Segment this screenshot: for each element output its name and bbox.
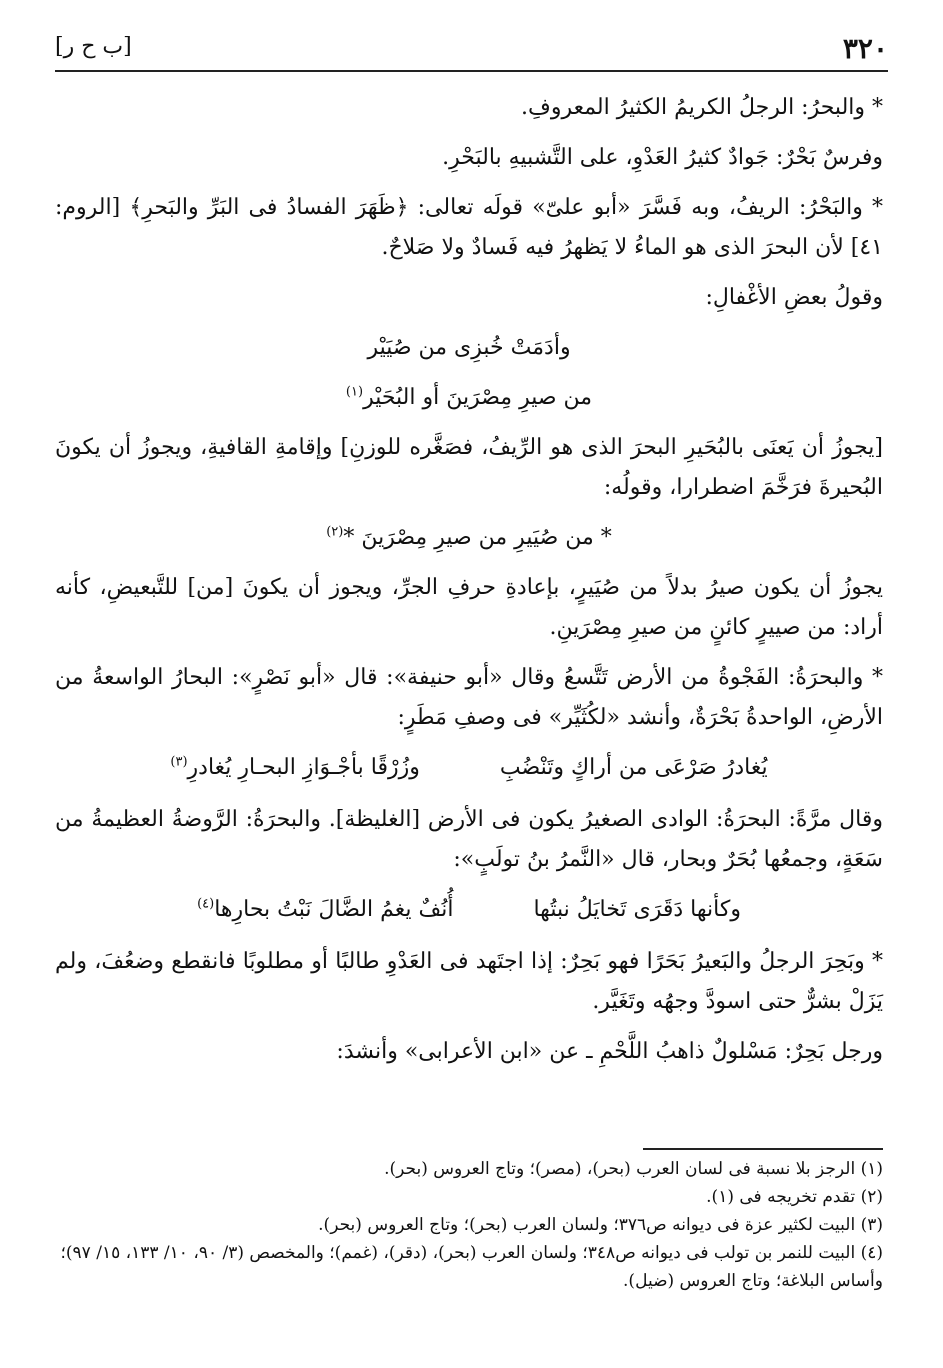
footnote: (٢) تقدم تخريجه فى (١). [706,1187,883,1207]
paragraph: ورجل بَحِرٌ: مَسْلولٌ ذاهبُ اللَّحْمِ ـ عن «ابن الأعرابى» وأنشدَ: [336,1039,883,1064]
footnote-ref: (٤) [197,896,215,912]
paragraph: وقال مرَّةً: البحرَةُ: الوادى الصغيرُ يكون فى الأرض [الغليظة]. والبحرَةُ: الرَّوضةُ العظيمةُ من سَعَةٍ، وجمعُها بُحَرٌ وبحار، قال «النَّمرُ بنُ تولَبٍ»: [55,807,883,872]
paragraph: * والبَحْرُ: الريفُ، وبه فَسَّرَ «أبو علىّ» قولَه تعالى: ﴿ظَهَرَ الفسادُ فى البَرِّ والبَحرِ﴾ [الروم: ٤١] لأن البحرَ الذى هو الماءُ لا يَظهرُ فيه فَسادٌ ولا صَلاحٌ. [55,195,883,260]
verse-line: من صيرِ مِصْرَينَ أو البُحَيْر$^{(١)}$ [345,384,593,410]
paragraph: * والبحرُ: الرجلُ الكريمُ الكثيرُ المعروفِ. [521,95,883,120]
footnote: (١) الرجز بلا نسبة فى لسان العرب (بحر)، (مصر)؛ وتاج العروس (بحر). [384,1159,883,1179]
main-text [55,88,883,1082]
verse-hemistich-right: يُغادرُ صَرْعَى من أراكٍ وتَنْضُبِ [499,755,768,780]
running-head: [ب ح ر] [55,34,132,59]
page-number: ٣٢٠ [842,32,888,65]
verse-line: * من صُيَيرِ من صيرِ مِصْرَينَ *$^{(٢)}$ [326,524,612,550]
paragraph: * والبحرَةُ: الفَجْوةُ من الأرض تَتَّسعُ وقال «أبو حنيفة»: قال «أبو نَصْرٍ»: البحارُ الواسعةُ من الأرضِ، الواحدةُ بَحْرَةٌ، وأنشد «لكُثَيِّر» فى وصفِ مَطَرٍ: [55,665,883,730]
footnotes [55,1155,883,1295]
verse-couplet [55,748,883,788]
paragraph: وفرسٌ بَحْرٌ: جَوادٌ كثيرُ العَدْوِ، على التَّشبيهِ بالبَحْرِ. [442,145,883,170]
paragraph: يجوزُ أن يكون صيرُ بدلاً من صُيَيرٍ، بإعادةِ حرفِ الجرِّ، ويجوز أن يكونَ [من] للتَّبعيضِ، كأنه أراد: من صييرٍ كائنٍ من صيرِ مِصْرَينِ. [55,575,883,640]
verse-line: وأدَمَتْ خُبزِى من صُيَيْر [367,335,571,360]
footnote-divider [643,1148,883,1150]
page-header [55,30,888,72]
paragraph: [يجوزُ أن يَعنَى بالبُحَيرِ البحرَ الذى هو الرِّيفُ، فصَغَّره للوزنِ] وإقامةِ القافيةِ، ويجوزُ أن يكونَ البُحيرةَ فرَخَّمَ اضطرارا، وقولُه: [55,435,883,500]
footnote-ref: (٣) [170,754,188,770]
verse-hemistich-left: أُنُفٌ يغمُ الضَّالَ نَبْتُ بحارِها$^{(٤)}$ [197,896,454,922]
footnote: (٣) البيت لكثير عزة فى ديوانه ص٣٧٦؛ ولسان العرب (بحر)؛ وتاج العروس (بحر). [318,1215,883,1235]
footnote-ref: (٢) [326,524,344,540]
paragraph: * وبَحِرَ الرجلُ والبَعيرُ بَحَرًا فهو بَحِرٌ: إذا اجتَهد فى العَدْوِ طالبًا أو مطلوبًا فانقطع وضعُفَ، ولم يَزَلْ بشرٌّ حتى اسودَّ وجهُه وتَغَيَّر. [55,949,883,1014]
verse-couplet [55,890,883,930]
footnote: (٤) البيت للنمر بن تولب فى ديوانه ص٣٤٨؛ ولسان العرب (بحر)، (دقر)، (غمم)؛ والمخصص (٣/ ٩٠، ١٠/ ١٣٣، ١٥/ ٩٧)؛ وأساس البلاغة؛ وتاج العروس (ضيل). [60,1243,883,1291]
verse-hemistich-left: وزُرْقًا بأجْـوَازِ البحـارِ يُغادرِ$^{(٣)}$ [170,754,420,780]
footnote-ref: (١) [345,384,364,400]
paragraph: وقولُ بعضِ الأغْفالِ: [705,285,883,310]
verse-hemistich-right: وكأنها دَقَرَى تَخايَلُ نبتُها [533,897,741,922]
